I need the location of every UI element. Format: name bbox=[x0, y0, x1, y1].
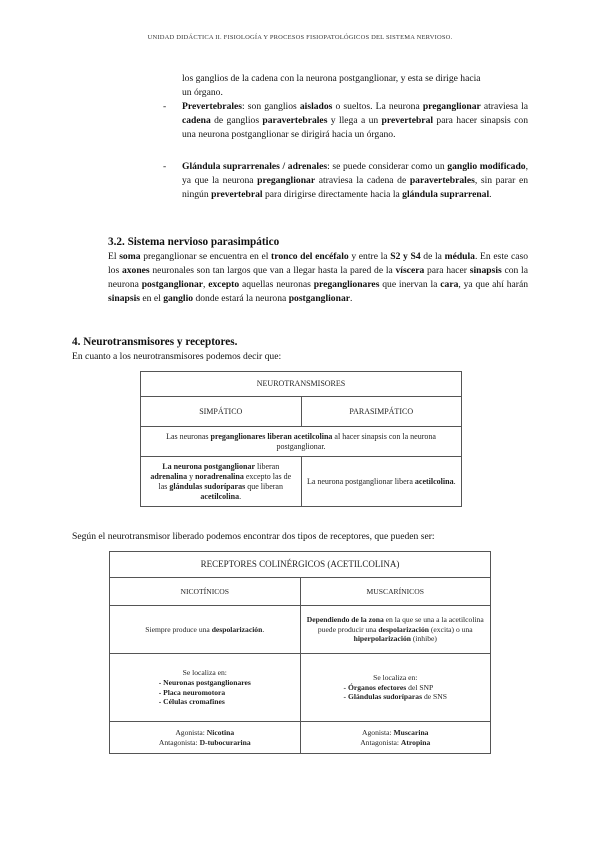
list-item: - Placa neuromotora bbox=[158, 687, 226, 697]
bullet-dash: - bbox=[163, 161, 167, 172]
section-3-2-paragraph: El soma preganglionar se encuentra en el tronco del encéfalo y entre la S2 y S4 de la médula. En este caso los axones neuronales son tan largos que van a llegar hasta la pared de la víscera para hacer sinapsis con la neurona postganglionar, excepto aquellas neuronas preganglionares que inervan la cara, ya que ahí harán sinapsis en el ganglio donde estará la neurona postganglionar. bbox=[108, 251, 528, 304]
muscarinic-description: Dependiendo de la zona en la que se una a la acetilcolina puede producir una despolarización (excita) o una hiperpolarización (inhibe) bbox=[300, 606, 491, 654]
list-item: - Órganos efectores del SNP bbox=[343, 682, 434, 692]
table-title: RECEPTORES COLINÉRGICOS (ACETILCOLINA) bbox=[110, 552, 491, 578]
intro-paragraph: los ganglios de la cadena con la neurona postganglionar, y esta se dirige hacia un órgano. bbox=[182, 73, 481, 98]
shared-row: Las neuronas preganglionares liberan acetilcolina al hacer sinapsis con la neurona postganglionar. bbox=[141, 427, 462, 457]
col-header-parasimpatico: PARASIMPÁTICO bbox=[301, 397, 462, 427]
cholinergic-receptors-table bbox=[109, 551, 491, 754]
section-4-title: 4. Neurotransmisores y receptores. bbox=[72, 336, 238, 348]
nicotinic-locations: Se localiza en: - Neuronas postganglionares - Placa neuromotora - Células cromafines bbox=[110, 654, 301, 722]
receptors-intro: Según el neurotransmisor liberado podemos encontrar dos tipos de receptores, que pueden ser: bbox=[72, 531, 435, 542]
simpatico-cell: La neurona postganglionar liberan adrenalina y noradrenalina excepto las de las glándulas sudoríparas que liberan acetilcolina. bbox=[141, 457, 302, 507]
muscarinic-locations: Se localiza en: - Órganos efectores del SNP - Glándulas sudoríparas de SNS bbox=[300, 654, 491, 722]
bullet-glandula: Glándula suprarrenales / adrenales: se puede considerar como un ganglio modificado, ya que la neurona preganglionar atraviesa la cadena de paravertebrales, sin parar en ningún prevertebral para dirigirse directamente hacia la glándula suprarrenal. bbox=[182, 161, 528, 200]
nicotinic-drugs: Agonista: Nicotina Antagonista: D-tubocurarina bbox=[110, 722, 301, 754]
section-3-2-title: 3.2. Sistema nervioso parasimpático bbox=[108, 236, 280, 248]
col-header-nicotinicos: NICOTÍNICOS bbox=[110, 578, 301, 606]
list-item: - Glándulas sudoríparas de SNS bbox=[343, 692, 447, 702]
col-header-simpatico: SIMPÁTICO bbox=[141, 397, 302, 427]
nicotinic-description: Siempre produce una despolarización. bbox=[110, 606, 301, 654]
list-item: - Células cromafines bbox=[158, 697, 225, 707]
parasimpatico-cell: La neurona postganglionar libera acetilcolina. bbox=[301, 457, 462, 507]
table-title: NEUROTRANSMISORES bbox=[141, 372, 462, 397]
col-header-muscarinicos: MUSCARÍNICOS bbox=[300, 578, 491, 606]
bullet-prevertebrales: Prevertebrales: son ganglios aislados o sueltos. La neurona preganglionar atraviesa la cadena de ganglios paravertebrales y llega a un prevertebral para hacer sinapsis con una neurona postganglionar se dirigirá hacia un órgano. bbox=[182, 101, 528, 140]
neurotransmitters-table bbox=[140, 371, 462, 507]
section-4-intro: En cuanto a los neurotransmisores podemos decir que: bbox=[72, 351, 282, 362]
muscarinic-drugs: Agonista: Muscarina Antagonista: Atropina bbox=[300, 722, 491, 754]
running-header: UNIDAD DIDÁCTICA II. FISIOLOGÍA Y PROCESOS FISIOPATOLÓGICOS DEL SISTEMA NERVIOSO. bbox=[147, 34, 453, 41]
list-item: - Neuronas postganglionares bbox=[158, 677, 251, 687]
bullet-dash: - bbox=[163, 101, 167, 112]
